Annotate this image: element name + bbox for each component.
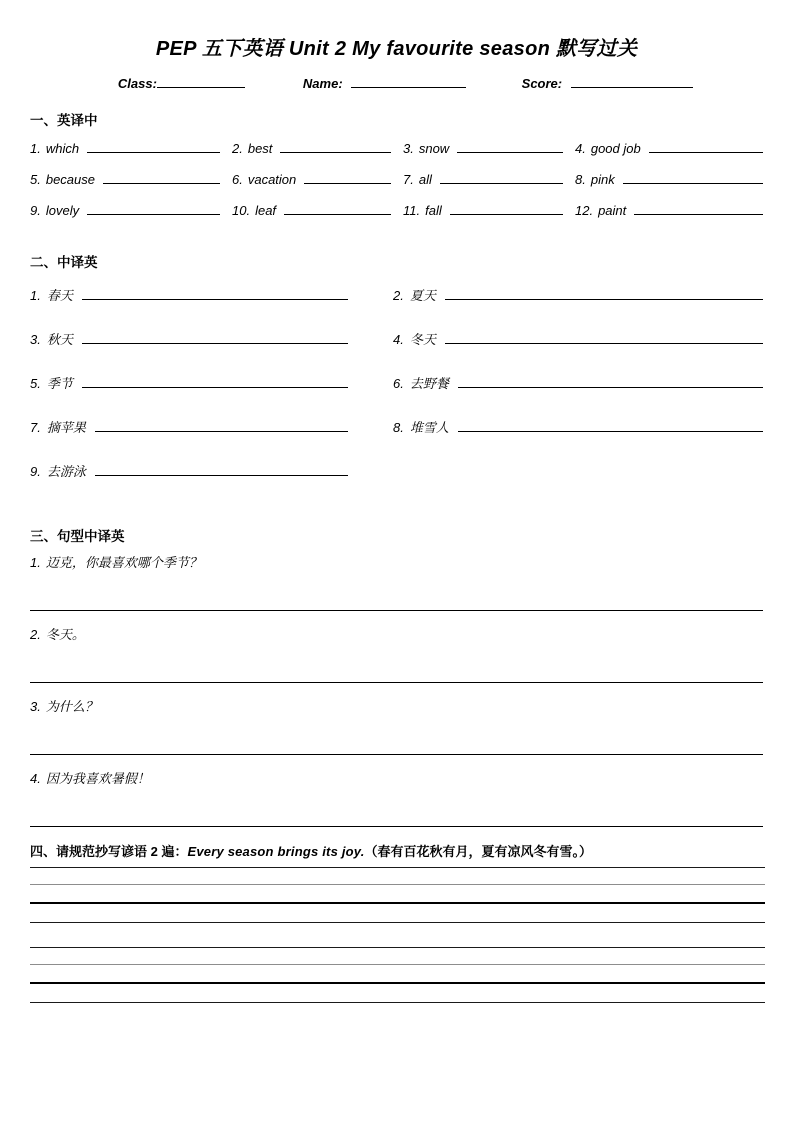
answer-rule[interactable] [304,172,391,184]
item-number: 12. [575,203,594,218]
answer-rule[interactable] [82,331,348,344]
stave-line-baseline [30,902,765,904]
item-word: which [45,141,80,156]
stave-line-bottom [30,1002,765,1003]
answer-rule[interactable] [30,716,763,755]
section-2-heading: 二、中译英 [30,255,98,270]
answer-rule[interactable] [445,331,763,344]
item-word: 去野餐 [409,376,449,391]
item-number: 7. [403,172,414,187]
item-number: 2. [393,288,404,303]
word-item[interactable] [403,203,575,218]
stave-line-top [30,947,765,948]
spacer [30,683,763,699]
phrase-item[interactable] [30,461,393,480]
word-item[interactable] [30,141,232,156]
phrase-item[interactable] [393,373,763,392]
item-number: 4. [393,332,404,347]
answer-rule[interactable] [458,419,763,432]
answer-rule[interactable] [103,172,220,184]
item-word: snow [418,141,450,156]
spacer [30,755,763,771]
phrase-item[interactable] [30,373,393,392]
class-label: Class: [117,76,157,91]
stave-line-middle [30,964,765,965]
name-input-rule[interactable] [351,75,466,88]
phrase-row [30,285,763,329]
word-item[interactable] [30,172,232,187]
section-3-list [0,555,793,827]
answer-rule[interactable] [30,788,763,827]
phrase-row [30,329,763,373]
item-number: 8. [393,420,404,435]
proverb-chinese: （春有百花秋有月，夏有凉风冬有雪。） [364,843,593,859]
score-label: Score: [521,76,563,91]
answer-rule[interactable] [649,141,763,153]
item-number: 1. [30,288,41,303]
item-number: 2. [232,141,243,156]
word-row [30,172,763,203]
word-item[interactable] [30,203,232,218]
item-word: lovely [45,203,80,218]
item-text: 为什么？ [45,698,98,714]
item-number: 1. [30,555,41,570]
item-number: 8. [575,172,586,187]
item-number: 9. [30,464,41,479]
phrase-item[interactable] [393,329,763,348]
phrase-item[interactable] [30,285,393,304]
item-number: 5. [30,376,41,391]
item-number: 6. [393,376,404,391]
name-label: Name: [302,76,343,91]
spacer [30,611,763,627]
item-word: 春天 [46,288,73,303]
item-number: 11. [403,203,421,218]
answer-rule[interactable] [30,644,763,683]
item-number: 10. [232,203,251,218]
word-item[interactable] [232,172,403,187]
phrase-item[interactable] [30,329,393,348]
answer-rule[interactable] [30,572,763,611]
word-row [30,141,763,172]
name-field[interactable] [303,75,466,91]
answer-rule[interactable] [87,203,220,215]
stave-line-middle [30,884,765,885]
item-number: 3. [30,332,41,347]
section-4-heading-prefix: 四、请规范抄写谚语 2 遍： [30,843,188,859]
phrase-row [30,373,763,417]
handwriting-stave[interactable] [30,867,765,925]
phrase-item[interactable] [393,417,763,436]
sentence-prompt [30,627,763,644]
section-1-grid [0,141,793,234]
word-item[interactable] [403,141,575,156]
item-word: because [45,172,95,187]
item-word: 秋天 [46,332,73,347]
phrase-item[interactable] [30,417,393,436]
item-word: 摘苹果 [46,420,86,435]
answer-rule[interactable] [280,141,391,153]
word-item[interactable] [575,203,763,218]
item-number: 6. [232,172,243,187]
score-field[interactable] [522,75,693,91]
item-word: 堆雪人 [409,420,449,435]
item-word: best [247,141,273,156]
item-number: 1. [30,141,41,156]
sentence-item [30,627,763,683]
item-number: 9. [30,203,41,218]
phrase-row [30,417,763,461]
item-word: vacation [247,172,297,187]
item-word: 去游泳 [46,464,86,479]
word-item[interactable] [575,141,763,156]
word-row [30,203,763,234]
sentence-item [30,555,763,611]
item-number: 7. [30,420,41,435]
section-4-heading [0,841,793,860]
item-word: 夏天 [409,288,436,303]
handwriting-stave[interactable] [30,947,765,1005]
answer-rule[interactable] [87,141,220,153]
answer-rule[interactable] [440,172,563,184]
answer-rule[interactable] [445,287,763,300]
student-info-row [0,75,793,91]
item-text: 迈克，你最喜欢哪个季节？ [45,555,202,570]
item-text: 因为我喜欢暑假！ [45,770,150,786]
proverb-english: Every season brings its joy. [187,843,365,859]
answer-rule[interactable] [457,141,563,153]
item-number: 3. [30,698,41,714]
item-number: 4. [30,770,41,786]
answer-rule[interactable] [450,203,563,215]
word-item[interactable] [232,141,403,156]
handwriting-practice-area [0,867,793,1005]
score-input-rule[interactable] [571,75,693,88]
item-word: 冬天 [409,332,436,347]
word-item[interactable] [232,203,403,218]
sentence-prompt [30,555,763,572]
class-field[interactable] [118,75,245,91]
sentence-prompt [30,771,763,788]
item-number: 3. [403,141,414,156]
item-number: 4. [575,141,586,156]
item-word: paint [598,203,627,218]
stave-line-bottom [30,922,765,923]
section-2-grid [0,285,793,505]
stave-line-top [30,867,765,868]
stave-line-baseline [30,982,765,984]
item-text: 冬天。 [45,626,85,642]
item-number: 5. [30,172,41,187]
answer-rule[interactable] [95,419,348,432]
item-word: 季节 [46,376,73,391]
answer-rule[interactable] [623,172,763,184]
section-1-heading: 一、英译中 [30,113,98,128]
item-word: pink [590,172,615,187]
section-3-heading: 三、句型中译英 [30,529,125,544]
answer-rule[interactable] [458,375,763,388]
sentence-item [30,699,763,755]
answer-rule[interactable] [284,203,391,215]
answer-rule[interactable] [82,375,348,388]
word-item[interactable] [403,172,575,187]
item-word: all [418,172,432,187]
word-item[interactable] [575,172,763,187]
item-number: 2. [30,626,41,642]
answer-rule[interactable] [634,203,763,215]
item-word: leaf [255,203,277,218]
answer-rule[interactable] [95,463,348,476]
answer-rule[interactable] [82,287,348,300]
item-word: fall [425,203,442,218]
phrase-item[interactable] [393,285,763,304]
sentence-prompt [30,699,763,716]
item-word: good job [590,141,641,156]
class-input-rule[interactable] [157,75,245,88]
page-title: PEP 五下英语 Unit 2 My favourite season 默写过关 [155,38,638,60]
phrase-row [30,461,763,505]
sentence-item [30,771,763,827]
